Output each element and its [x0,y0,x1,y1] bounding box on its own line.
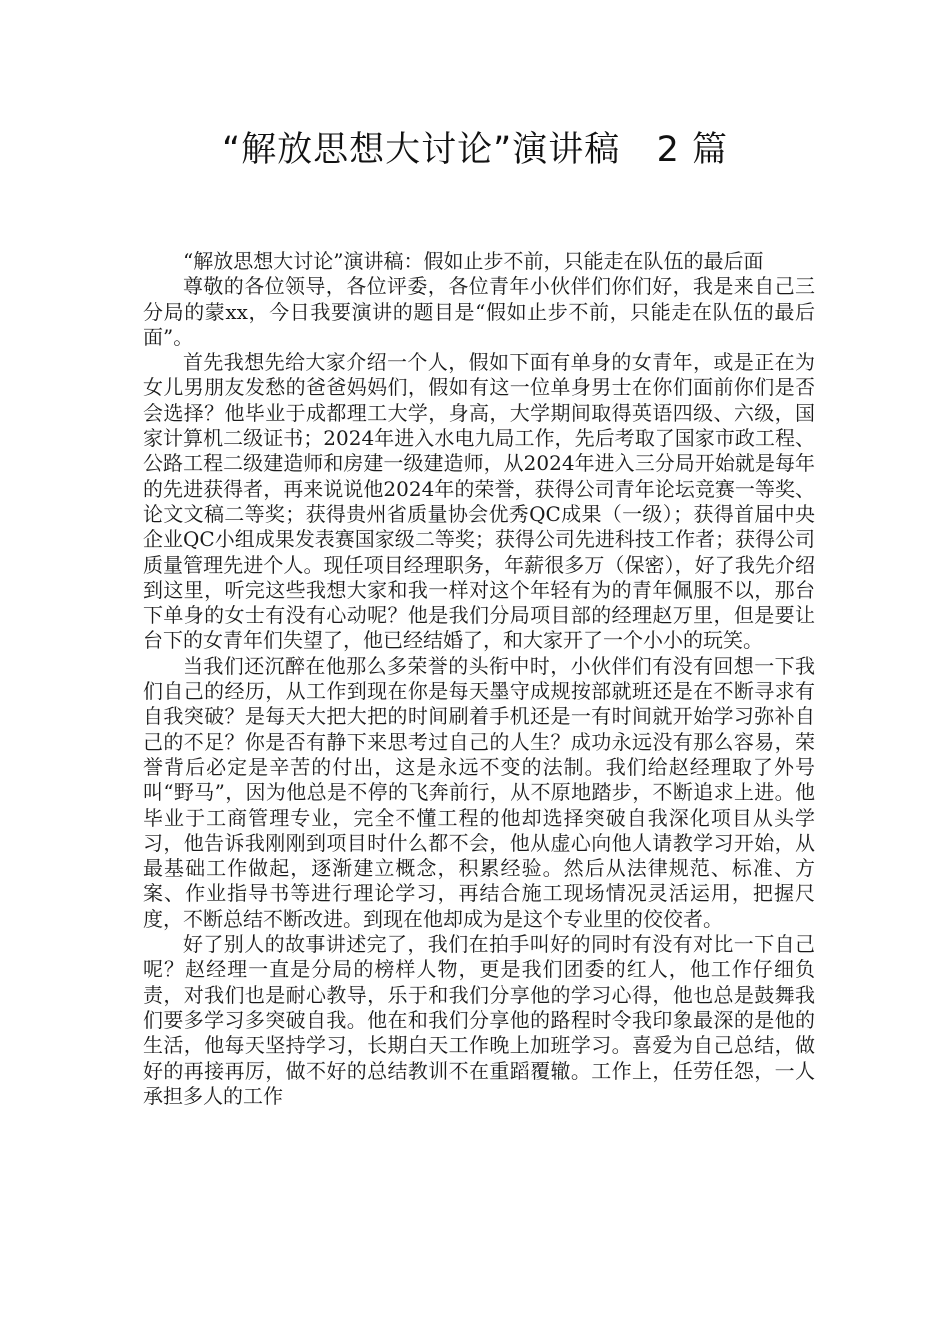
paragraph-subtitle: “解放思想大讨论”演讲稿：假如止步不前，只能走在队伍的最后面 [183,249,764,273]
document-body [143,249,815,1109]
paragraph-reflection: 当我们还沉醉在他那么多荣誉的头衔中时，小伙伴们有没有回想一下我们自己的经历，从工作到现在你是每天墨守成规按部就班还是在不断寻求有自我突破？是每天大把大把的时间刷着手机还是一有时间就开始学习弥补自己的不足？你是否有静下来思考过自己的人生？成功永远没有那么容易，荣誉背后必定是辛苦的付出，这是永远不变的法制。我们给赵经理取了外号叫“野马”，因为他总是不停的飞奔前行，从不原地踏步，不断追求上进。他毕业于工商管理专业，完全不懂工程的他却选择突破自我深化项目从头学习，他告诉我刚刚到项目时什么都不会，他从虚心向他人请教学习开始，从最基础工作做起，逐渐建立概念，积累经验。然后从法律规范、标准、方案、作业指导书等进行理论学习，再结合施工现场情况灵活运用，把握尺度，不断总结不断改进。到现在他却成为是这个专业里的佼佼者。 [143,653,815,931]
paragraph-introduction: 首先我想先给大家介绍一个人，假如下面有单身的女青年，或是正在为女儿男朋友发愁的爸爸妈妈们，假如有这一位单身男士在你们面前你们是否会选择？他毕业于成都理工大学，身高，大学期间取得英语四级、六级，国家计算机二级证书；2024年进入水电九局工作，先后考取了国家市政工程、公路工程二级建造师和房建一级建造师，从2024年进入三分局开始就是每年的先进获得者，再来说说他2024年的荣誉，获得公司青年论坛竞赛一等奖、论文文稿二等奖；获得贵州省质量协会优秀QC成果（一级）；获得首届中央企业QC小组成果发表赛国家级二等奖；获得公司先进科技工作者；获得公司质量管理先进个人。现任项目经理职务，年薪很多万（保密），好了我先介绍到这里，听完这些我想大家和我一样对这个年轻有为的青年佩服不以，那台下单身的女士有没有心动呢？他是我们分局项目部的经理赵万里，但是要让台下的女青年们失望了，他已经结婚了，和大家开了一个小小的玩笑。 [143,350,815,653]
document-title: “解放思想大讨论”演讲稿 2 篇 [221,130,729,170]
paragraph-greeting: 尊敬的各位领导，各位评委，各位青年小伙伴们你们好，我是来自己三分局的蒙xx，今日我要演讲的题目是“假如止步不前，只能走在队伍的最后面”。 [143,274,815,349]
paragraph-comparison: 好了别人的故事讲述完了，我们在拍手叫好的同时有没有对比一下自己呢？赵经理一直是分局的榜样人物，更是我们团委的红人，他工作仔细负责，对我们也是耐心教导，乐于和我们分享他的学习心得，他也总是鼓舞我们要多学习多突破自我。他在和我们分享他的路程时令我印象最深的是他的生活，他每天坚持学习，长期白天工作晚上加班学习。喜爱为自己总结，做好的再接再厉，做不好的总结教训不在重蹈覆辙。工作上，任劳任怨，一人承担多人的工作 [143,932,815,1108]
